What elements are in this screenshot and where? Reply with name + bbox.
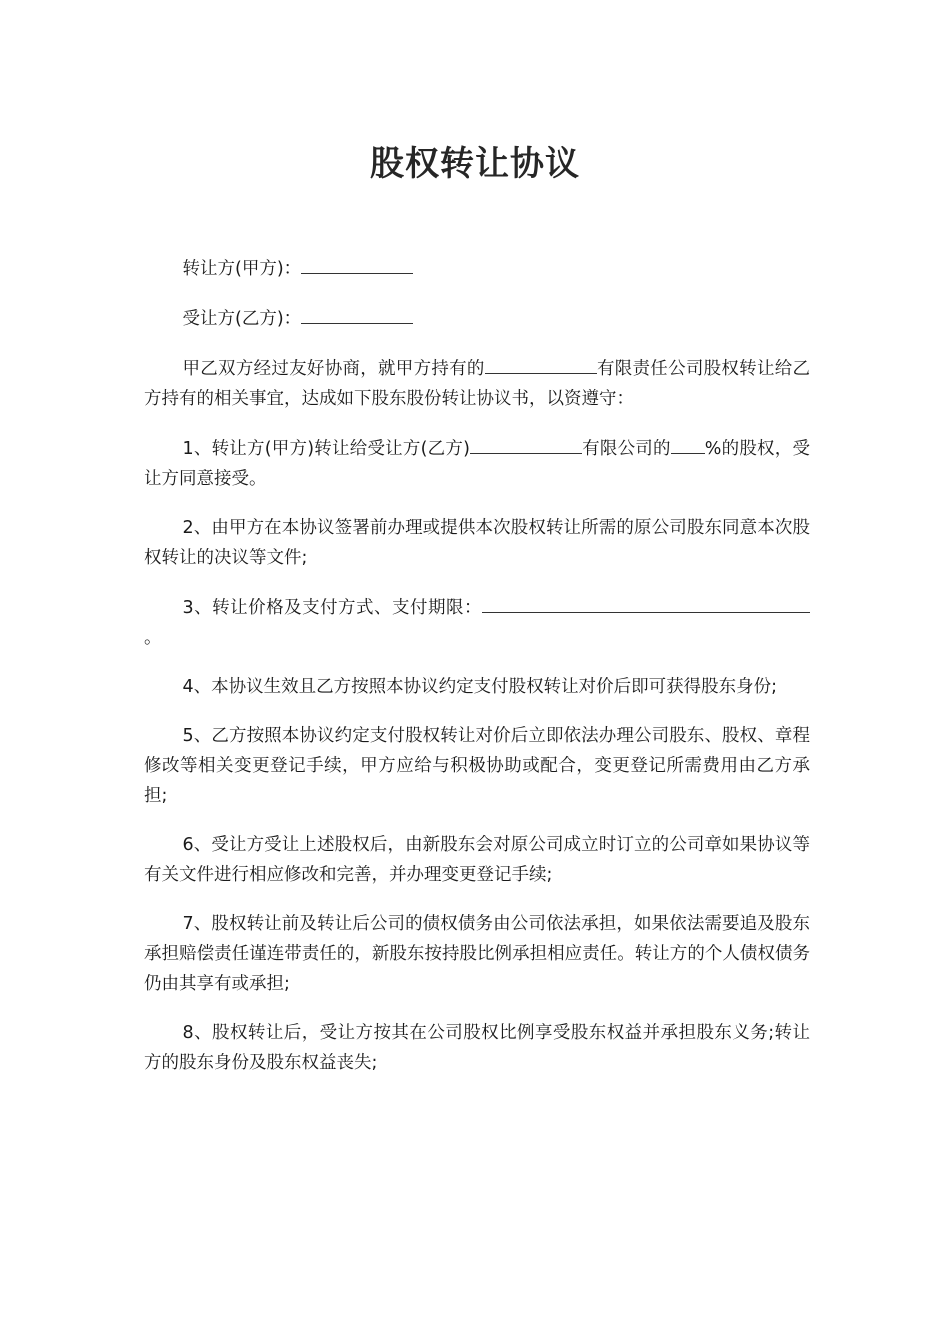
clause-1-text-2: 有限公司的: [581, 439, 671, 459]
transferor-line: [144, 253, 810, 284]
transferee-line: [144, 303, 810, 334]
clause-3-payment-blank: [482, 592, 810, 613]
intro-text-2: 有限责任公司股权转让给乙方持有的相关事宜，达成如下股东股份转让协议书，以资遵守：: [144, 359, 811, 409]
clause-1-company-blank: [470, 433, 582, 454]
intro-paragraph: [144, 353, 810, 414]
clause-3-text-1: 3、转让价格及支付方式、支付期限：: [182, 598, 482, 618]
clause-4: 4、本协议生效且乙方按照本协议约定支付股权转让对价后即可获得股东身份;: [182, 677, 778, 697]
company-name-blank: [485, 353, 597, 374]
clause-1-percent-blank: [671, 433, 705, 454]
transferee-blank: [301, 303, 413, 324]
clause-5: 5、乙方按照本协议约定支付股权转让对价后立即依法办理公司股东、股权、章程修改等相关变更登记手续，甲方应给与积极协助或配合，变更登记所需费用由乙方承担;: [144, 726, 810, 806]
clause-1: [144, 433, 810, 494]
document-body: [144, 253, 810, 1097]
clause-1-text-3: %的股权，受让方同意接受。: [144, 439, 810, 489]
transferor-label: 转让方(甲方)：: [182, 259, 302, 279]
transferor-blank: [301, 253, 413, 274]
clause-3: [144, 592, 810, 653]
clause-3-text-2: 。: [144, 628, 162, 648]
clause-8: 8、股权转让后，受让方按其在公司股权比例享受股东权益并承担股东义务;转让方的股东身份及股东权益丧失;: [144, 1023, 810, 1073]
clause-7: 7、股权转让前及转让后公司的债权债务由公司依法承担，如果依法需要追及股东承担赔偿责任谨连带责任的，新股东按持股比例承担相应责任。转让方的个人债权债务仍由其享有或承担;: [144, 914, 810, 994]
transferee-label: 受让方(乙方)：: [182, 309, 302, 329]
clause-2: 2、由甲方在本协议签署前办理或提供本次股权转让所需的原公司股东同意本次股权转让的决议等文件;: [144, 518, 810, 568]
intro-text-1: 甲乙双方经过友好协商，就甲方持有的: [182, 359, 485, 379]
document-title: 股权转让协议: [370, 144, 580, 184]
clause-1-text-1: 1、转让方(甲方)转让给受让方(乙方): [182, 439, 470, 459]
clause-6: 6、受让方受让上述股权后，由新股东会对原公司成立时订立的公司章如果协议等有关文件进行相应修改和完善，并办理变更登记手续;: [144, 835, 810, 885]
